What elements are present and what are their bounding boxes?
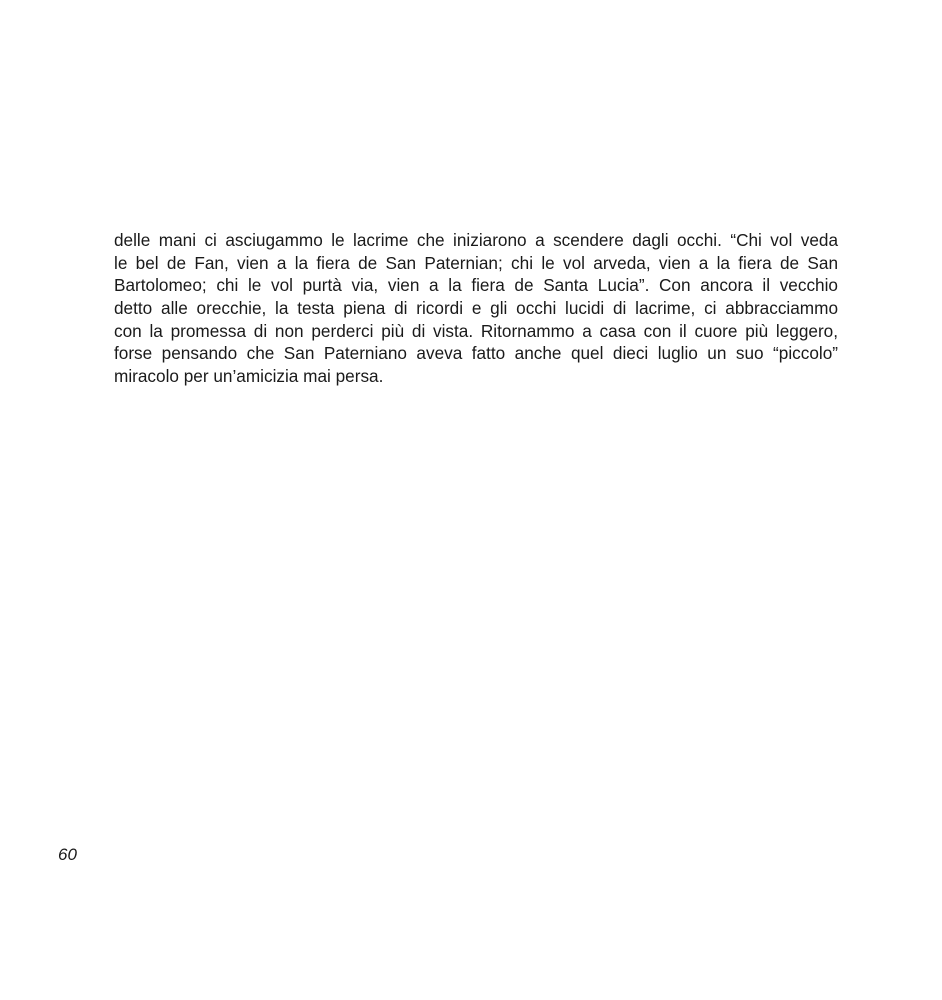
page-number: 60 [58,845,77,864]
paragraph-line: delle mani ci asciugammo le lacrime che iniziarono a scendere dagli occhi. “Chi vol veda [114,230,838,250]
paragraph-line: forse pensando che San Paterniano aveva fatto anche quel dieci luglio un suo “piccolo” [114,343,838,364]
body-paragraph [114,229,838,388]
paragraph-line: detto alle orecchie, la testa piena di ricordi e gli occhi lucidi di lacrime, ci abbracciammo [114,298,838,319]
paragraph-line: miracolo per un’amicizia mai persa. [114,366,384,387]
paragraph-line: con la promessa di non perderci più di vista. Ritornammo a casa con il cuore più leggero, [114,320,838,341]
paragraph-line: le bel de Fan, vien a la fiera de San Paternian; chi le vol arveda, vien a la fiera de San [114,252,838,273]
paragraph-line: Bartolomeo; chi le vol purtà via, vien a la fiera de Santa Lucia”. Con ancora il vecchio [114,275,838,296]
